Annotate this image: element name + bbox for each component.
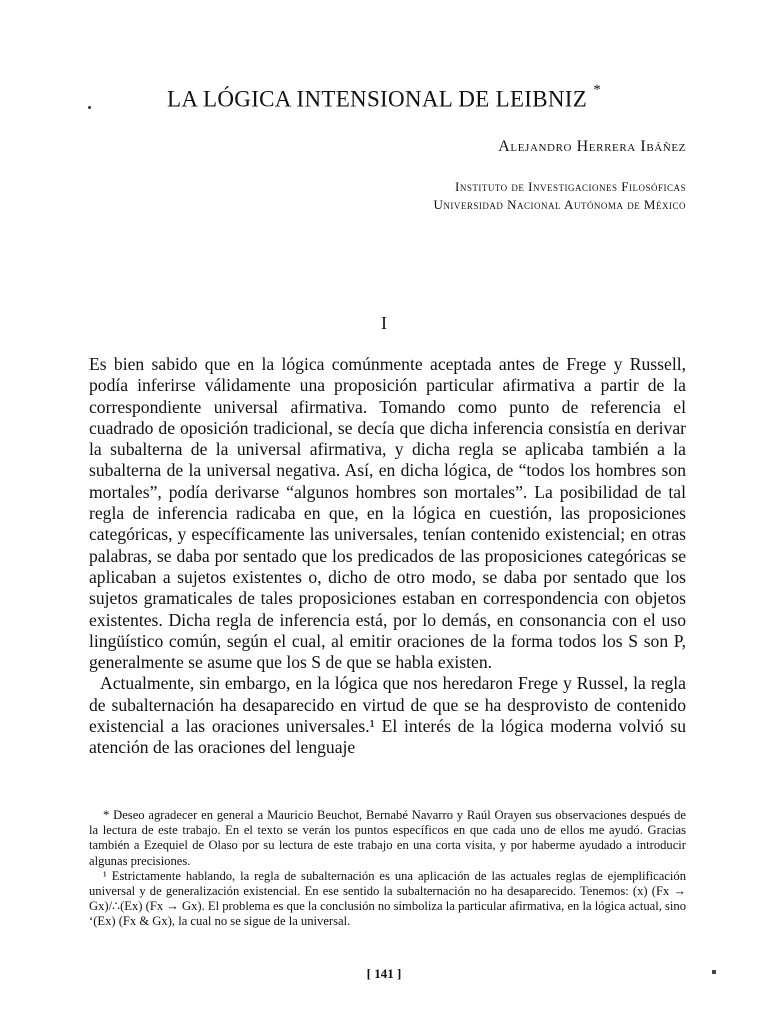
title-footnote-mark: * <box>593 82 601 98</box>
author-name: Alejandro Herrera Ibáñez <box>498 138 686 155</box>
footnotes <box>89 808 686 930</box>
article-title <box>0 82 768 113</box>
footnote: * Deseo agradecer en general a Mauricio Beuchot, Bernabé Navarro y Raúl Orayen sus observaciones después de la lectura de este trabajo. En el texto se verán los puntos específicos en que cada uno de ellos me ayudó. Gracias también a Ezequiel de Olaso por su lectura de este trabajo en una corta visita, y por haberme ayudado a introducir algunas precisiones. <box>89 808 686 868</box>
title-text: LA LÓGICA INTENSIONAL DE LEIBNIZ <box>166 86 588 112</box>
page-number: [ 141 ] <box>366 966 402 981</box>
body-text <box>89 354 686 759</box>
section-heading: I <box>381 313 387 333</box>
affiliation <box>434 178 687 214</box>
paragraph: Actualmente, sin embargo, en la lógica que nos heredaron Frege y Russel, la regla de subalternación ha desaparecido en virtud de que se ha desprovisto de contenido existencial a las oraciones universales.¹ El interés de la lógica moderna volvió su atención de las oraciones del lenguaje <box>89 673 686 758</box>
affiliation-line: Instituto de Investigaciones Filosóficas <box>455 179 686 194</box>
paragraph: Es bien sabido que en la lógica comúnmente aceptada antes de Frege y Russell, podía inferirse válidamente una proposición particular afirmativa a partir de la correspondiente universal afirmativa. Tomando como punto de referencia el cuadrado de oposición tradicional, se decía que dicha inferencia consistía en derivar la subalterna de la universal afirmativa, y dicha regla se aplicaba también a la subalterna de la universal negativa. Así, en dicha lógica, de “todos los hombres son mortales”, podía derivarse “algunos hombres son mortales”. La posibilidad de tal regla de inferencia radicaba en que, en la lógica en cuestión, las proposiciones categóricas, y específicamente las universales, tenían contenido existencial; en otras palabras, se daba por sentado que los predicados de las proposiciones categóricas se aplicaban a sujetos existentes o, dicho de otro modo, se daba por sentado que los sujetos gramaticales de tales proposiciones estaban en correspondencia con objetos existentes. Dicha regla de inferencia está, por lo demás, en consonancia con el uso lingüístico común, según el cual, al emitir oraciones de la forma todos los S son P, generalmente se asume que los S de que se habla existen. <box>89 354 686 673</box>
footnote: ¹ Estrictamente hablando, la regla de subalternación es una aplicación de las actuales reglas de ejemplificación universal y de generalización existencial. En ese sentido la subalternación no ha desaparecido. Tenemos: (x) (Fx → Gx)/∴(Ex) (Fx → Gx). El problema es que la conclusión no simboliza la particular afirmativa, en la lógica actual, sino ʻ(Ex) (Fx & Gx), la cual no se sigue de la universal. <box>89 868 686 929</box>
affiliation-line: Universidad Nacional Autónoma de México <box>433 197 686 212</box>
scan-mark <box>712 970 716 974</box>
